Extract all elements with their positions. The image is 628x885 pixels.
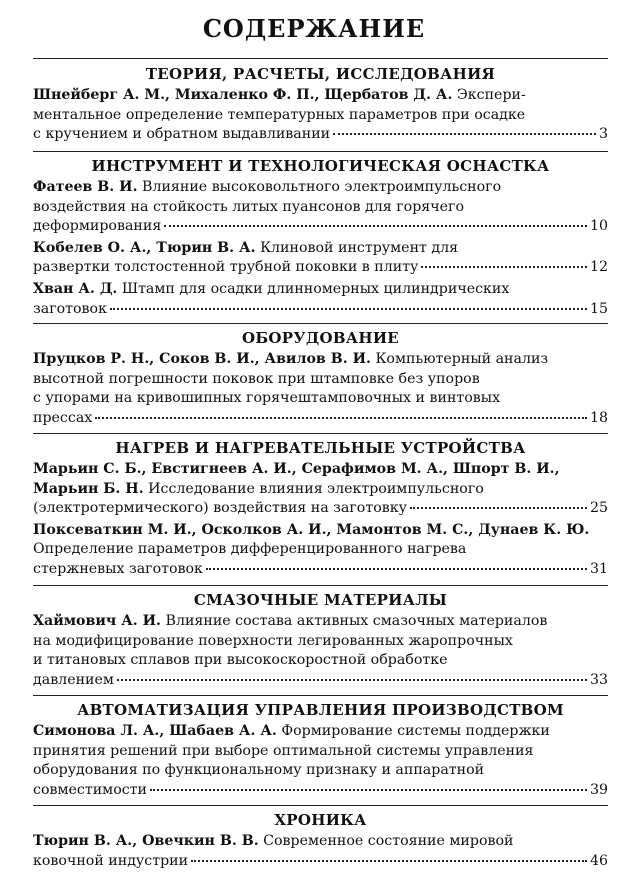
toc-entry[interactable]	[33, 612, 608, 690]
entry-title-line: высотной погрешности поковок при штамповке без упоров	[33, 370, 480, 387]
toc-entry[interactable]	[33, 722, 608, 800]
entry-title-line: Компьютерный анализ	[375, 351, 549, 367]
page-number: 46	[589, 852, 608, 869]
entry-title-line: принятия решений при выборе оптимальной системы управления	[33, 742, 534, 759]
dot-leader	[206, 568, 587, 570]
entry-title-line: Клиновой инструмент для	[260, 239, 459, 256]
dot-leader	[421, 266, 587, 268]
entry-title-line: на модифицирование поверхности легированных жаропрочных	[33, 632, 513, 649]
dot-leader	[410, 507, 587, 509]
section-divider	[33, 58, 608, 59]
entry-title-line: ковочной индустрии	[33, 852, 189, 869]
entry-authors: Марьин С. Б., Евстигнеев А. И., Серафимов М. А., Шпорт В. И.,	[33, 461, 560, 477]
entry-title-line: Влияние состава активных смазочных материалов	[165, 613, 548, 629]
entry-title-line: Штамп для осадки длинномерных цилиндрических	[121, 280, 510, 297]
entry-authors: Симонова Л. А., Шабаев А. А.	[33, 723, 277, 739]
page-number: 12	[589, 259, 608, 276]
dot-leader	[110, 308, 587, 310]
entry-authors: Поксеваткин М. И., Осколков А. И., Мамонтов М. С., Дунаев К. Ю.	[33, 521, 590, 538]
dot-leader	[191, 860, 587, 862]
section-divider	[33, 323, 608, 324]
entry-title-line: Влияние высоковольтного электроимпульсного	[142, 179, 502, 195]
section-divider	[33, 585, 608, 586]
section-heating	[33, 438, 608, 582]
section-divider	[33, 151, 608, 152]
entry-authors: Хван А. Д.	[33, 280, 118, 297]
toc-entry[interactable]	[33, 86, 608, 145]
section-divider	[33, 433, 608, 434]
toc-entry[interactable]	[33, 350, 608, 428]
dot-leader	[333, 133, 596, 135]
entry-title-line: деформирования	[33, 218, 162, 235]
entry-title-line: Определение параметров дифференцированного нагрева	[33, 541, 467, 558]
section-heading: СМАЗОЧНЫЕ МАТЕРИАЛЫ	[193, 591, 448, 609]
toc-entry[interactable]	[33, 239, 608, 278]
section-equipment	[33, 328, 608, 430]
page-number: 25	[589, 500, 608, 517]
section-divider	[33, 805, 608, 806]
section-theory	[33, 64, 608, 147]
dot-leader	[95, 417, 587, 419]
entry-title-line: стержневых заготовок	[33, 560, 203, 577]
entry-title-line: ментальное определение температурных параметров при осадке	[33, 106, 526, 123]
section-automation	[33, 700, 608, 802]
section-heading: ХРОНИКА	[274, 811, 367, 829]
dot-leader	[117, 679, 587, 681]
entry-authors: Марьин Б. Н.	[33, 480, 144, 497]
dot-leader	[150, 789, 587, 791]
entry-title-line: (электротермического) воздействия на заготовку	[33, 500, 407, 517]
entry-title-line: Экспери-	[456, 87, 526, 103]
section-lubricants	[33, 590, 608, 692]
toc-entry[interactable]	[33, 832, 608, 871]
entry-title-line: давлением	[33, 671, 114, 688]
section-tools	[33, 156, 608, 321]
entry-title-line: и титановых сплавов при высокоскоростной обработке	[33, 652, 448, 669]
entry-title-line: прессах	[33, 409, 93, 426]
entry-title-line: Современное состояние мировой	[263, 833, 514, 849]
entry-title-line: совместимости	[33, 781, 147, 798]
page-number: 18	[589, 409, 608, 426]
entry-title-line: с кручением и обратном выдавливании	[33, 126, 331, 143]
page-number: 10	[589, 218, 608, 235]
entry-title-line: воздействия на стойкость литых пуансонов для горячего	[33, 198, 464, 215]
toc-entry[interactable]	[33, 460, 608, 519]
entry-authors: Шнейберг А. М., Михаленко Ф. П., Щербатов Д. А.	[33, 87, 453, 103]
section-divider	[33, 695, 608, 696]
toc-entry[interactable]	[33, 521, 608, 580]
entry-authors: Кобелев О. А., Тюрин В. А.	[33, 239, 256, 256]
entry-authors: Пруцков Р. Н., Соков В. И., Авилов В. И.	[33, 351, 371, 367]
dot-leader	[164, 225, 587, 227]
entry-title-line: Исследование влияния электроимпульсного	[148, 480, 484, 497]
entry-title-line: с упорами на кривошипных горячештамповочных и винтовых	[33, 390, 501, 407]
entry-title-line: Формирование системы поддержки	[281, 723, 550, 739]
section-heading: ТЕОРИЯ, РАСЧЕТЫ, ИССЛЕДОВАНИЯ	[145, 65, 496, 83]
entry-title-line: оборудования по функциональному признаку и аппаратной	[33, 762, 485, 779]
toc-entry[interactable]	[33, 178, 608, 237]
entry-authors: Фатеев В. И.	[33, 179, 138, 195]
entry-title-line: заготовок	[33, 300, 107, 317]
page-number: 31	[589, 560, 608, 577]
page-number: 3	[598, 126, 608, 143]
section-heading: ИНСТРУМЕНТ И ТЕХНОЛОГИЧЕСКАЯ ОСНАСТКА	[91, 157, 550, 175]
page-number: 33	[589, 671, 608, 688]
page-number: 15	[589, 300, 608, 317]
section-heading: АВТОМАТИЗАЦИЯ УПРАВЛЕНИЯ ПРОИЗВОДСТВОМ	[77, 701, 564, 719]
section-heading: НАГРЕВ И НАГРЕВАТЕЛЬНЫЕ УСТРОЙСТВА	[115, 439, 526, 457]
toc-entry[interactable]	[33, 280, 608, 319]
entry-authors: Тюрин В. А., Овечкин В. В.	[33, 833, 259, 849]
entry-title-line: развертки толстостенной трубной поковки в плиту	[33, 259, 419, 276]
page-number: 39	[589, 781, 608, 798]
entry-authors: Хаймович А. И.	[33, 613, 161, 629]
section-heading: ОБОРУДОВАНИЕ	[241, 329, 400, 347]
page-title: СОДЕРЖАНИЕ	[202, 14, 426, 43]
section-chronicle	[33, 810, 608, 873]
